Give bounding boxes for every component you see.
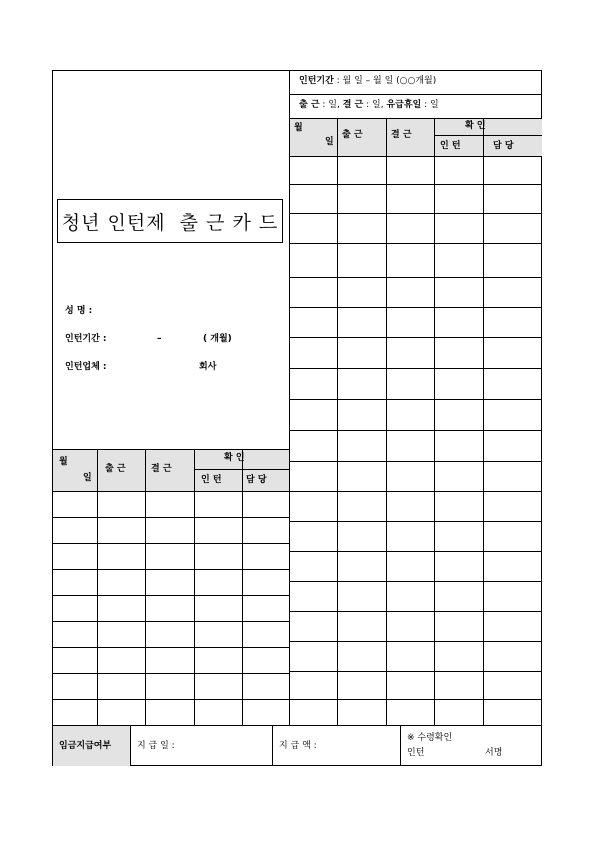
- left-row-line-5: [53, 647, 289, 648]
- left-col-line-3: [242, 449, 243, 725]
- footer-intern: 인턴: [407, 748, 425, 758]
- left-hdr-attend: 출 근: [105, 464, 126, 474]
- right-hdr-month: 월: [294, 123, 303, 133]
- left-hdr-month: 월: [59, 457, 68, 467]
- left-hdr-intern: 인 턴: [201, 475, 222, 485]
- footer-div-2: [272, 725, 273, 766]
- footer-receipt-note: ※ 수령확인: [407, 733, 453, 743]
- right-hdr-absent: 결 근: [391, 130, 412, 140]
- right-period-rest: : 월 일 – 월 일 (○○개월): [336, 76, 437, 86]
- right-paid-rest: : 일: [424, 100, 439, 110]
- left-hdr-absent: 결 근: [151, 464, 172, 474]
- card-title: 청년 인턴제 출 근 카 드: [61, 211, 279, 234]
- main-divider: [289, 71, 290, 725]
- right-col-line-3: [483, 118, 484, 725]
- left-table-top: [53, 449, 289, 450]
- footer-div-1: [130, 725, 131, 766]
- right-row-line-15: [289, 641, 542, 642]
- left-row-line-1: [53, 543, 289, 544]
- right-row-line-13: [289, 581, 542, 582]
- period-label: 인턴기간 :: [65, 334, 107, 344]
- right-header-line-2: [289, 118, 542, 119]
- right-row-line-4: [289, 307, 542, 308]
- right-row-line-17: [289, 699, 542, 700]
- left-col-line-1: [145, 449, 146, 725]
- left-header-bottom: [53, 491, 289, 492]
- period-months: ( 개월): [203, 334, 232, 344]
- right-attend-label: 출 근: [299, 100, 320, 110]
- left-row-line-4: [53, 621, 289, 622]
- right-paid-label: 유급휴일: [386, 100, 422, 110]
- right-row-line-11: [289, 521, 542, 522]
- footer-div-3: [400, 725, 401, 766]
- right-attend-rest: : 일,: [322, 100, 340, 110]
- right-row-line-5: [289, 337, 542, 338]
- right-absent-rest: : 일,: [366, 100, 384, 110]
- left-row-line-6: [53, 673, 289, 674]
- right-row-line-9: [289, 461, 542, 462]
- right-hdr-day: 일: [325, 137, 334, 147]
- right-col-line-1: [386, 118, 387, 725]
- right-confirm-split: [434, 135, 542, 136]
- footer-pay-amount: 지 급 액 :: [279, 741, 317, 751]
- name-label: 성 명 :: [65, 306, 93, 316]
- right-row-line-3: [289, 277, 542, 278]
- right-row-line-7: [289, 399, 542, 400]
- right-header-line-1: [289, 94, 542, 95]
- right-row-line-16: [289, 671, 542, 672]
- left-col-line-0: [97, 449, 98, 725]
- left-row-line-0: [53, 517, 289, 518]
- right-row-line-0: [289, 184, 542, 185]
- right-row-line-2: [289, 243, 542, 244]
- left-row-line-7: [53, 699, 289, 700]
- left-hdr-manager: 담 당: [246, 475, 267, 485]
- right-hdr-intern: 인 턴: [440, 141, 461, 151]
- right-period-label: 인턴기간: [299, 76, 334, 86]
- right-row-line-14: [289, 611, 542, 612]
- period-dash: –: [157, 334, 162, 344]
- right-col-line-2: [434, 118, 435, 725]
- attendance-card: [52, 70, 542, 766]
- right-hdr-attend: 출 근: [342, 130, 363, 140]
- right-col-line-0: [337, 118, 338, 725]
- company-suffix: 회사: [199, 362, 217, 372]
- left-row-line-2: [53, 569, 289, 570]
- footer-top: [53, 725, 542, 726]
- left-row-line-3: [53, 595, 289, 596]
- right-row-line-6: [289, 368, 542, 369]
- right-hdr-confirm: 확 인: [465, 121, 486, 131]
- right-row-line-8: [289, 430, 542, 431]
- right-summary-line: [299, 101, 439, 110]
- right-period-line: [299, 77, 436, 86]
- company-label: 인턴업체 :: [65, 362, 107, 372]
- right-row-line-10: [289, 491, 542, 492]
- right-row-line-1: [289, 213, 542, 214]
- card-title-box: [57, 199, 283, 243]
- left-col-line-2: [194, 449, 195, 725]
- right-absent-label: 결 근: [342, 100, 364, 110]
- right-row-line-12: [289, 551, 542, 552]
- left-hdr-day: 일: [83, 473, 92, 483]
- footer-pay-date: 지 급 일 :: [137, 741, 175, 751]
- left-hdr-confirm: 확 인: [224, 453, 245, 463]
- right-hdr-manager: 담 당: [493, 141, 514, 151]
- footer-signature: 서명: [485, 748, 503, 758]
- right-header-bottom: [289, 156, 542, 157]
- footer-wage-label: 임금지급여부: [59, 741, 112, 751]
